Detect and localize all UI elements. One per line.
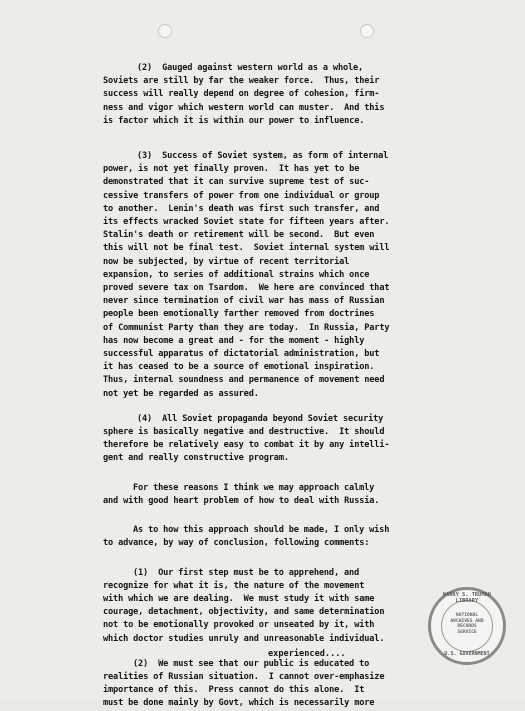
text-line: now be subjected, by virtue of recent territorial (103, 256, 350, 267)
text-line: which doctor studies unruly and unreasonable individual. (103, 633, 385, 644)
text-line: realities of Russian situation. I cannot over-emphasize (103, 671, 385, 682)
text-line: with which we are dealing. We must study it with same (103, 593, 375, 604)
text-line: successful apparatus of dictatorial administration, but (103, 349, 380, 360)
paragraph-3-soviet-system (103, 150, 503, 401)
text-line: proved severe tax on Tsardom. We here are convinced that (103, 283, 390, 294)
continuation-footer: experienced.... (268, 649, 346, 659)
text-line: and with good heart problem of how to deal with Russia. (103, 495, 380, 506)
seal-center-line: ARCHIVES AND (450, 618, 484, 624)
text-line: (4) All Soviet propaganda beyond Soviet security (137, 413, 384, 424)
paragraph-approach-calmly (103, 482, 503, 508)
text-line: must be done mainly by Govt, which is necessarily more (103, 698, 375, 709)
text-line: of Communist Party than they are today. In Russia, Party (103, 322, 390, 333)
text-line: it has ceased to be a source of emotional inspiration. (103, 362, 375, 373)
text-line: to advance, by way of conclusion, following comments: (103, 538, 370, 549)
text-line: success will really depend on degree of cohesion, firm- (103, 89, 380, 100)
seal-bottom-text: U.S. GOVERNMENT (444, 651, 490, 657)
text-line: expansion, to series of additional strains which once (103, 269, 370, 280)
seal-center-text (444, 613, 490, 635)
text-line: is factor which it is within our power to influence. (103, 115, 365, 126)
text-line: demonstrated that it can survive supreme test of suc- (103, 177, 370, 188)
text-line: to another. Lenin's death was first such transfer, and (103, 203, 380, 214)
archive-seal (428, 587, 506, 665)
paragraph-4-propaganda (103, 413, 503, 466)
text-line: importance of this. Press cannot do this alone. It (103, 685, 365, 696)
text-line: therefore be relatively easy to combat it by any intelli- (103, 440, 390, 451)
text-line: its effects wracked Soviet state for fifteen years after. (103, 217, 390, 228)
text-line: ness and vigor which western world can muster. And this (103, 102, 385, 113)
text-line: not yet be regarded as assured. (103, 388, 259, 399)
text-line: As to how this approach should be made, I only wish (133, 525, 390, 536)
text-line: this will not be final test. Soviet internal system will (103, 243, 390, 254)
comment-2-public-education (103, 658, 503, 711)
text-line: (1) Our first step must be to apprehend, and (133, 567, 360, 578)
text-line: people been emotionally farther removed from doctrines (103, 309, 375, 320)
punch-hole-left (158, 24, 172, 38)
text-line: cessive transfers of power from one individual or group (103, 190, 380, 201)
text-line: gent and really constructive program. (103, 453, 289, 464)
text-line: (2) We must see that our public is educated to (133, 658, 370, 669)
text-line: not to be emotionally provoked or unseated by it, with (103, 620, 375, 631)
text-line: Thus, internal soundness and permanence of movement need (103, 375, 385, 386)
text-line: recognize for what it is, the nature of the movement (103, 580, 365, 591)
text-line: has now become a great and - for the moment - highly (103, 335, 365, 346)
text-line: never since termination of civil war has mass of Russian (103, 296, 385, 307)
paragraph-2-weaker-force (103, 62, 503, 128)
paragraph-conclusion (103, 524, 503, 550)
punch-hole-right (360, 24, 374, 38)
seal-center-line: RECORDS (457, 624, 477, 630)
text-line: Soviets are still by far the weaker force. Thus, their (103, 76, 380, 87)
text-line: Stalin's death or retirement will be second. But even (103, 230, 375, 241)
text-line: courage, detachment, objectivity, and same determination (103, 607, 385, 618)
text-line: power, is not yet finally proven. It has yet to be (103, 164, 360, 175)
seal-top-text: HARRY S. TRUMAN LIBRARY (442, 592, 492, 604)
seal-center-line: SERVICE (457, 629, 477, 635)
text-line: (2) Gauged against western world as a whole, (137, 63, 364, 73)
text-line: For these reasons I think we may approach calmly (133, 482, 375, 493)
seal-center-line: NATIONAL (455, 613, 479, 618)
text-line: sphere is basically negative and destructive. It should (103, 427, 385, 438)
text-line: (3) Success of Soviet system, as form of internal (137, 151, 389, 162)
